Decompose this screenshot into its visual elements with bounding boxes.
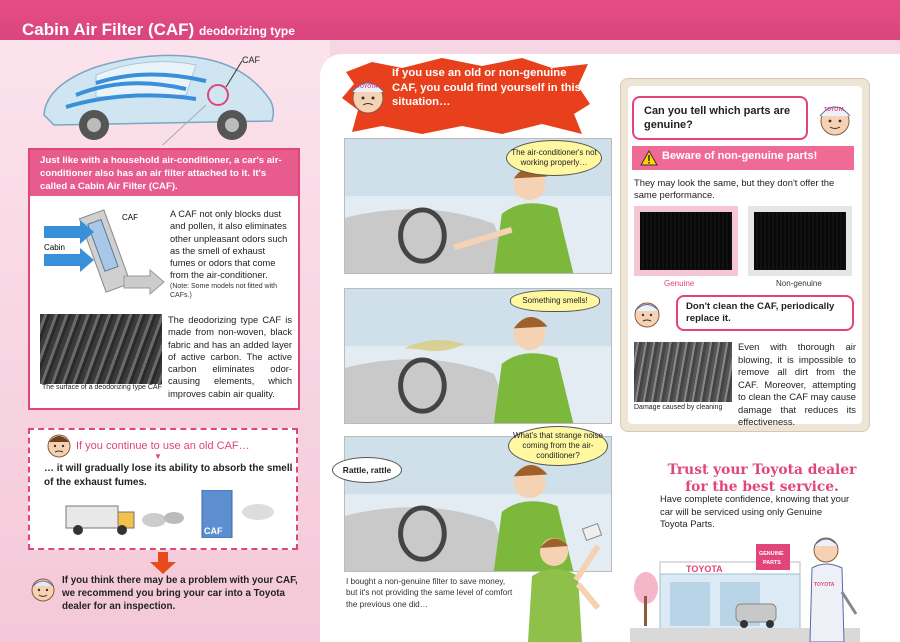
speech-bubble-3: What's that strange noise coming from the air-conditioner?: [508, 426, 608, 466]
svg-text:TOYOTA: TOYOTA: [814, 582, 835, 588]
advisor-face-icon: [632, 296, 662, 330]
caf-callout-label: CAF: [242, 55, 260, 65]
upset-man-illustration: [514, 516, 604, 642]
deodorizing-text: The deodorizing type CAF is made from non-woven, black fabric and has an added layer of active carbon. The active carbon eliminates odor-causing elements, which improves cabin air quality.: [168, 315, 292, 399]
dealer-sign-text: TOYOTA: [686, 564, 723, 574]
dealership-illustration: [630, 532, 860, 642]
advisor-face-icon: [816, 96, 854, 138]
intro-heading: Just like with a household air-conditioner, a car's air-conditioner also has an air filter attached to it. It's called a Cabin Air Filter (CAF).: [30, 150, 298, 196]
genuine-mesh-image: [640, 212, 732, 270]
look-same-text: They may look the same, but they don't offer the same performance.: [634, 177, 835, 201]
trust-dealer-body: Have complete confidence, knowing that your car will be serviced using only Genuine Toyota Parts.: [660, 493, 850, 529]
svg-text:PARTS: PARTS: [763, 560, 781, 566]
cap-logo-text: TOYOTA: [824, 107, 845, 113]
title-text: Cabin Air Filter (CAF): [22, 20, 195, 39]
trust-dealer-title: Trust your Toyota dealer for the best service.: [667, 462, 857, 495]
intro-body-text: A CAF not only blocks dust and pollen, it also eliminates other unpleasant odors such as the smell of exhaust fumes or odors that come from the air-conditioner.: [170, 209, 288, 281]
small-down-arrow-icon: ▼: [154, 452, 162, 461]
down-arrow-icon: [150, 552, 176, 574]
warning-triangle-icon: [640, 150, 658, 166]
damage-caption: Damage caused by cleaning: [634, 404, 723, 411]
diagram-caf-text: CAF: [122, 213, 138, 222]
filter-surface-photo: [40, 314, 162, 384]
old-caf-body: … it will gradually lose its ability to absorb the smell of the exhaust fumes.: [44, 463, 293, 488]
advisor-face-icon: [30, 574, 56, 604]
nongenuine-label: Non-genuine: [776, 279, 822, 288]
dont-clean-bubble: Don't clean the CAF, periodically replace it.: [676, 295, 854, 331]
dealer-inspection-text: If you think there may be a problem with your CAF, we recommend you bring your car into a Toyota dealer for an inspection.: [62, 575, 298, 613]
page-title: [22, 20, 295, 40]
truck-exhaust-illustration: [62, 490, 282, 538]
rattle-bubble: Rattle, rattle: [332, 457, 402, 483]
advisor-face-icon: [46, 430, 72, 460]
speech-bubble-2: Something smells!: [510, 290, 600, 312]
cap-logo-text: TOYOTA: [357, 84, 378, 90]
beware-banner: Beware of non-genuine parts!: [632, 146, 854, 170]
nongenuine-mesh-image: [754, 212, 846, 270]
nongenuine-filter-photo: [748, 206, 852, 276]
advisor-face-icon: [348, 72, 388, 116]
truck-caf-text: CAF: [204, 526, 223, 536]
warning-burst-text: If you use an old or non-genuine CAF, you could find yourself in this situation…: [392, 67, 581, 109]
parts-sign-text: GENUINE: [759, 551, 784, 557]
cleaning-warning-text: Even with thorough air blowing, it is impossible to remove all dirt from the CAF. Moreover, attempting to clean the CAF may cause damage that reduces its effectiveness.: [738, 341, 856, 427]
title-subtitle: deodorizing type: [198, 24, 295, 38]
genuine-label: Genuine: [664, 279, 695, 288]
filter-airflow-diagram: [40, 206, 166, 296]
old-caf-title: If you continue to use an old CAF…: [76, 440, 250, 452]
genuine-question-bubble: Can you tell which parts are genuine?: [632, 96, 808, 140]
comic-caption: I bought a non-genuine filter to save money, but it's not providing the same level of comfort the previous one did…: [346, 577, 513, 609]
diagram-cabin-text: Cabin: [44, 243, 65, 252]
damaged-filter-photo: [634, 342, 732, 402]
speech-bubble-1: The air-conditioner's not working properly…: [506, 140, 602, 176]
genuine-filter-photo: [634, 206, 738, 276]
filter-photo-caption: The surface of a deodorizing type CAF: [42, 384, 162, 391]
intro-note-text: (Note: Some models not fitted with CAFs.): [170, 283, 277, 300]
